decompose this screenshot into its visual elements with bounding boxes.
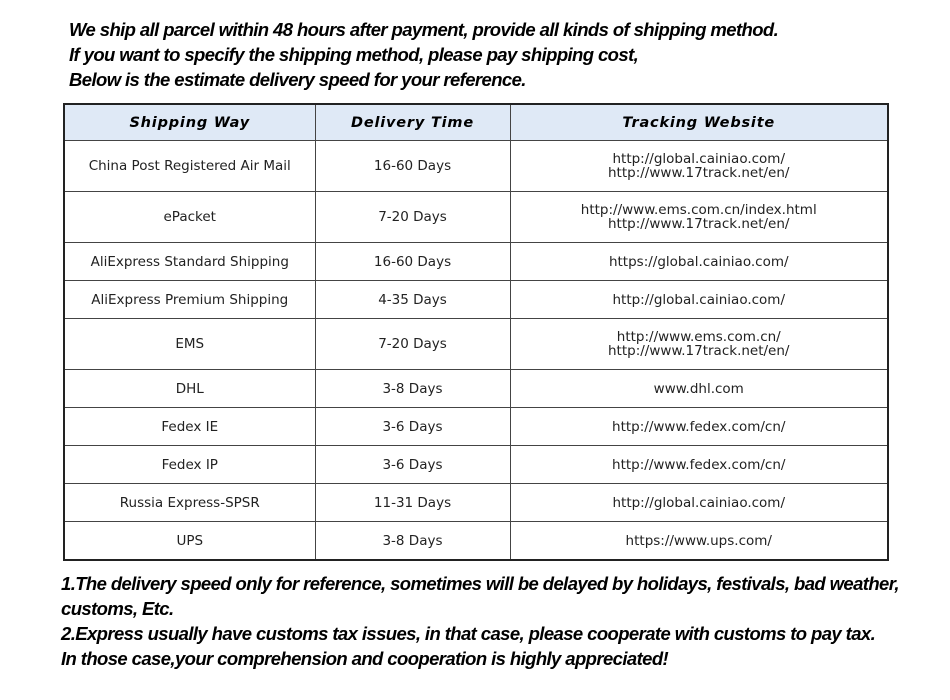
table-row (64, 408, 888, 446)
cell-tracking-website (510, 281, 888, 319)
table-row (64, 319, 888, 370)
cell-delivery-time: 7-20 Days (315, 192, 510, 243)
note-line-1: 1.The delivery speed only for reference, sometimes will be delayed by holidays, festivals, bad weather, customs, Etc. (61, 573, 899, 619)
table-row (64, 192, 888, 243)
tracking-url: http://www.fedex.com/cn/ (612, 418, 786, 435)
cell-shipping-way: China Post Registered Air Mail (64, 141, 315, 192)
cell-delivery-time: 3-6 Days (315, 408, 510, 446)
tracking-url: http://global.cainiao.com/ (612, 494, 786, 511)
table-row (64, 243, 888, 281)
table-row (64, 370, 888, 408)
table-row (64, 522, 888, 561)
table-body (64, 141, 888, 561)
tracking-url: http://global.cainiao.com/ (612, 151, 786, 167)
cell-delivery-time: 3-8 Days (315, 522, 510, 561)
cell-shipping-way: Fedex IP (64, 446, 315, 484)
cell-delivery-time: 4-35 Days (315, 281, 510, 319)
intro-line-1: We ship all parcel within 48 hours after payment, provide all kinds of shipping method. (69, 19, 779, 40)
cell-delivery-time: 7-20 Days (315, 319, 510, 370)
cell-shipping-way: UPS (64, 522, 315, 561)
tracking-url: http://global.cainiao.com/ (612, 291, 786, 308)
cell-tracking-website (510, 243, 888, 281)
tracking-url: http://www.ems.com.cn/ (616, 329, 781, 345)
cell-shipping-way: AliExpress Standard Shipping (64, 243, 315, 281)
cell-tracking-website (510, 192, 888, 243)
intro-line-3: Below is the estimate delivery speed for your reference. (69, 69, 526, 90)
cell-shipping-way: Russia Express-SPSR (64, 484, 315, 522)
cell-delivery-time: 16-60 Days (315, 141, 510, 192)
cell-shipping-way: DHL (64, 370, 315, 408)
cell-delivery-time: 3-8 Days (315, 370, 510, 408)
cell-delivery-time: 16-60 Days (315, 243, 510, 281)
cell-delivery-time: 11-31 Days (315, 484, 510, 522)
intro-text (69, 17, 929, 92)
cell-shipping-way: EMS (64, 319, 315, 370)
cell-tracking-website (510, 319, 888, 370)
table-row (64, 484, 888, 522)
cell-tracking-website (510, 141, 888, 192)
table-header-row (64, 104, 888, 141)
cell-shipping-way: ePacket (64, 192, 315, 243)
tracking-url: http://www.ems.com.cn/index.html (580, 202, 817, 218)
header-tracking-website: Tracking Website (510, 104, 888, 141)
cell-delivery-time: 3-6 Days (315, 446, 510, 484)
tracking-url: https://global.cainiao.com/ (608, 253, 789, 270)
note-line-2: 2.Express usually have customs tax issues, in that case, please cooperate with customs to pay tax. (61, 623, 876, 644)
cell-shipping-way: Fedex IE (64, 408, 315, 446)
tracking-url: http://www.fedex.com/cn/ (612, 456, 786, 473)
cell-tracking-website (510, 370, 888, 408)
cell-tracking-website (510, 446, 888, 484)
tracking-url: www.dhl.com (653, 380, 744, 397)
table-row (64, 141, 888, 192)
intro-line-2: If you want to specify the shipping method, please pay shipping cost, (69, 44, 639, 65)
tracking-url: http://www.17track.net/en/ (608, 343, 790, 359)
shipping-table (63, 103, 889, 561)
note-line-3: In those case,your comprehension and cooperation is highly appreciated! (61, 648, 669, 669)
header-shipping-way: Shipping Way (64, 104, 315, 141)
tracking-url: http://www.17track.net/en/ (608, 165, 790, 181)
notes-text (61, 571, 931, 671)
table-row (64, 281, 888, 319)
cell-tracking-website (510, 408, 888, 446)
header-delivery-time: Delivery Time (315, 104, 510, 141)
cell-shipping-way: AliExpress Premium Shipping (64, 281, 315, 319)
cell-tracking-website (510, 522, 888, 561)
tracking-url: http://www.17track.net/en/ (608, 216, 790, 232)
cell-tracking-website (510, 484, 888, 522)
table-row (64, 446, 888, 484)
tracking-url: https://www.ups.com/ (625, 532, 772, 549)
